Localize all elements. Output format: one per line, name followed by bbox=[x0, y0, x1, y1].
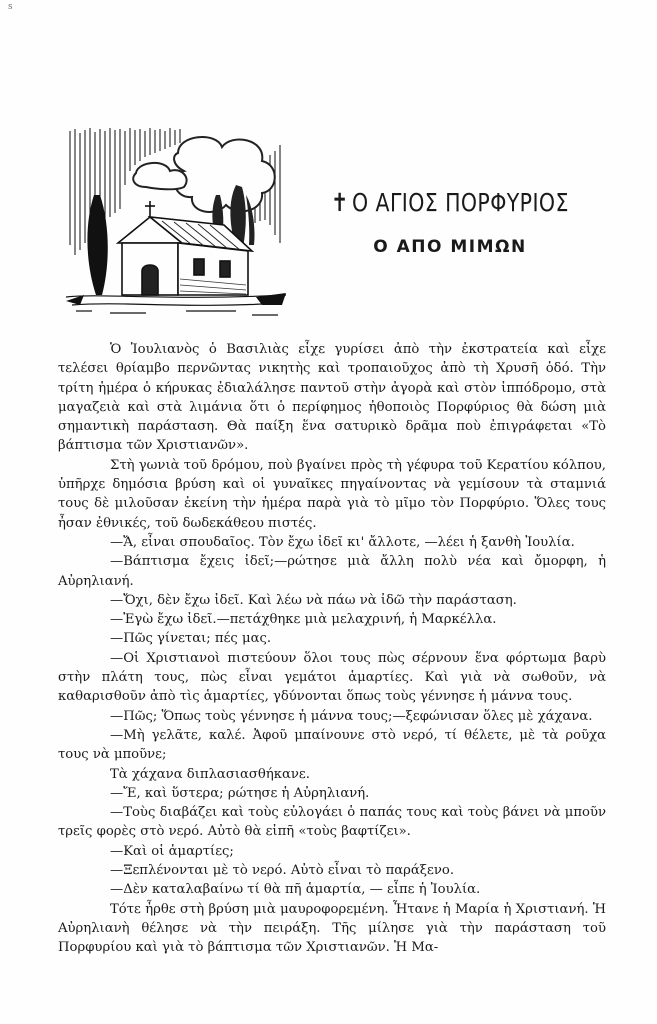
dialogue-line: —Οἱ Χριστιανοὶ πιστεύουν ὅλοι τους πὼς σέρνουν ἕνα φόρτωμα βαρὺ στὴν πλάτη τους, πὼς εἶναι γεμάτοι ἁμαρτίες. Καὶ γιὰ νὰ σωθοῦν, νὰ καθαρισθοῦν ἀπὸ τὶς ἁμαρτίες, γδύνονται ὅπως τοὺς γέννησε ἡ μάννα τους. bbox=[58, 650, 606, 705]
dialogue-line: —Πῶς γίνεται; πές μας. bbox=[110, 631, 272, 647]
chapter-title-text: Ο ΑΓΙΟΣ ΠΟΡΦΥΡΙΟΣ bbox=[352, 188, 569, 217]
dialogue-line: —Τοὺς διαβάζει καὶ τοὺς εὐλογάει ὁ παπάς τους καὶ τοὺς βάνει νὰ μποῦν τρεῖς φορὲς στὸ νερό. Αὐτὸ θὰ εἰπῆ «τοὺς βαφτίζει». bbox=[58, 805, 606, 840]
dialogue-line: —Ἔ, καὶ ὕστερα; ρώτησε ἡ Αὐρηλιανή. bbox=[110, 785, 370, 801]
dialogue-line: —Ξεπλένονται μὲ τὸ νερό. Αὐτὸ εἶναι τὸ παράξενο. bbox=[110, 863, 455, 879]
chapter-heading bbox=[300, 188, 600, 257]
paragraph: Τὰ χάχανα διπλασιασθήκανε. bbox=[110, 766, 310, 782]
cross-icon: ✝ bbox=[331, 188, 349, 217]
dialogue-line: —Βάπτισμα ἔχεις ἰδεῖ;—ρώτησε μιὰ ἄλλη πολὺ νέα καὶ ὄμορφη, ἡ Αὐρηλιανή. bbox=[58, 554, 606, 589]
dialogue-line: —Ἐγὼ ἔχω ἰδεῖ.—πετάχθηκε μιὰ μελαχρινή, ἡ Μαρκέλλα. bbox=[110, 612, 497, 628]
paragraph: Ὁ Ἰουλιανὸς ὁ Βασιλιὰς εἶχε γυρίσει ἀπὸ τὴν ἐκστρατεία καὶ εἶχε τελέσει θρίαμβο περνῶντας νικητὴς καὶ τροπαιοῦχος ἀπὸ τὴ Χρυσῆ ὁδό. Τὴν τρίτη ἡμέρα ὁ κήρυκας ἐδιαλάλησε παντοῦ στὴν ἀγορὰ καὶ στὸν ἱππόδρομο, στὰ μαγαζειὰ καὶ στὰ λιμάνια ὅτι ὁ περίφημος ἠθοποιὸς Πορφύριος θὰ δώση μιὰ σημαντικὴ παράσταση. Θὰ παίξη ἕνα σατυρικὸ δρᾶμα ποὺ ἐπιγράφεται «Τὸ βάπτισμα τῶν Χριστιανῶν». bbox=[58, 342, 606, 454]
dialogue-line: —Καὶ οἱ ἁμαρτίες; bbox=[110, 843, 234, 859]
dialogue-line: —Μὴ γελᾶτε, καλέ. Ἀφοῦ μπαίνουνε στὸ νερό, τί θέλετε, μὲ τὰ ροῦχα τους νὰ μποῦνε; bbox=[58, 727, 606, 763]
dialogue-line: —Ὄχι, δὲν ἔχω ἰδεῖ. Καὶ λέω νὰ πάω νὰ ἰδῶ τὴν παράσταση. bbox=[110, 592, 517, 608]
dialogue-line: —Πῶς; Ὅπως τοὺς γέννησε ἡ μάννα τους;—ξεφώνισαν ὅλες μὲ χάχανα. bbox=[110, 708, 593, 724]
chapter-subtitle: Ο ΑΠΟ ΜΙΜΩΝ bbox=[373, 237, 527, 257]
paragraph: Στὴ γωνιὰ τοῦ δρόμου, ποὺ βγαίνει πρὸς τὴ γέφυρα τοῦ Κερατίου κόλπου, ὑπῆρχε δημόσια βρύση καὶ οἱ γυναῖκες πηγαίνοντας νὰ γεμίσουν τὰ σταμνιά τους δὲ μιλοῦσαν ἐκείνη τὴν ἡμέρα παρὰ γιὰ τὸ μῖμο τὸν Πορφύριο. Ὅλες τους ἦσαν ἐθνικές, τοῦ δωδεκάθεου πιστές. bbox=[58, 457, 606, 531]
chapter-title bbox=[327, 188, 573, 217]
chapter-body bbox=[58, 340, 606, 958]
page-corner-mark: s bbox=[8, 2, 13, 12]
dialogue-line: —Ἄ, εἶναι σπουδαῖος. Τὸν ἔχω ἰδεῖ κι' ἄλλοτε, —λέει ἡ ξανθὴ Ἰουλία. bbox=[110, 534, 575, 550]
dialogue-line: —Δὲν καταλαβαίνω τί θὰ πῆ ἁμαρτία, — εἶπε ἡ Ἰουλία. bbox=[110, 882, 481, 898]
chapel-with-cypress-and-clouds-icon bbox=[66, 125, 286, 320]
chapel-illustration bbox=[66, 125, 286, 320]
paragraph: Τότε ἦρθε στὴ βρύση μιὰ μαυροφορεμένη. Ἦτανε ἡ Μαρία ἡ Χριστιανή. Ἡ Αὐρηλιανὴ θέλησε νὰ τὴν πειράξη. Τῆς μίλησε γιὰ τὴν παράσταση τοῦ Πορφυρίου καὶ γιὰ τὸ βάπτισμα τῶν Χριστιανῶν. Ἡ Μα- bbox=[58, 901, 606, 956]
